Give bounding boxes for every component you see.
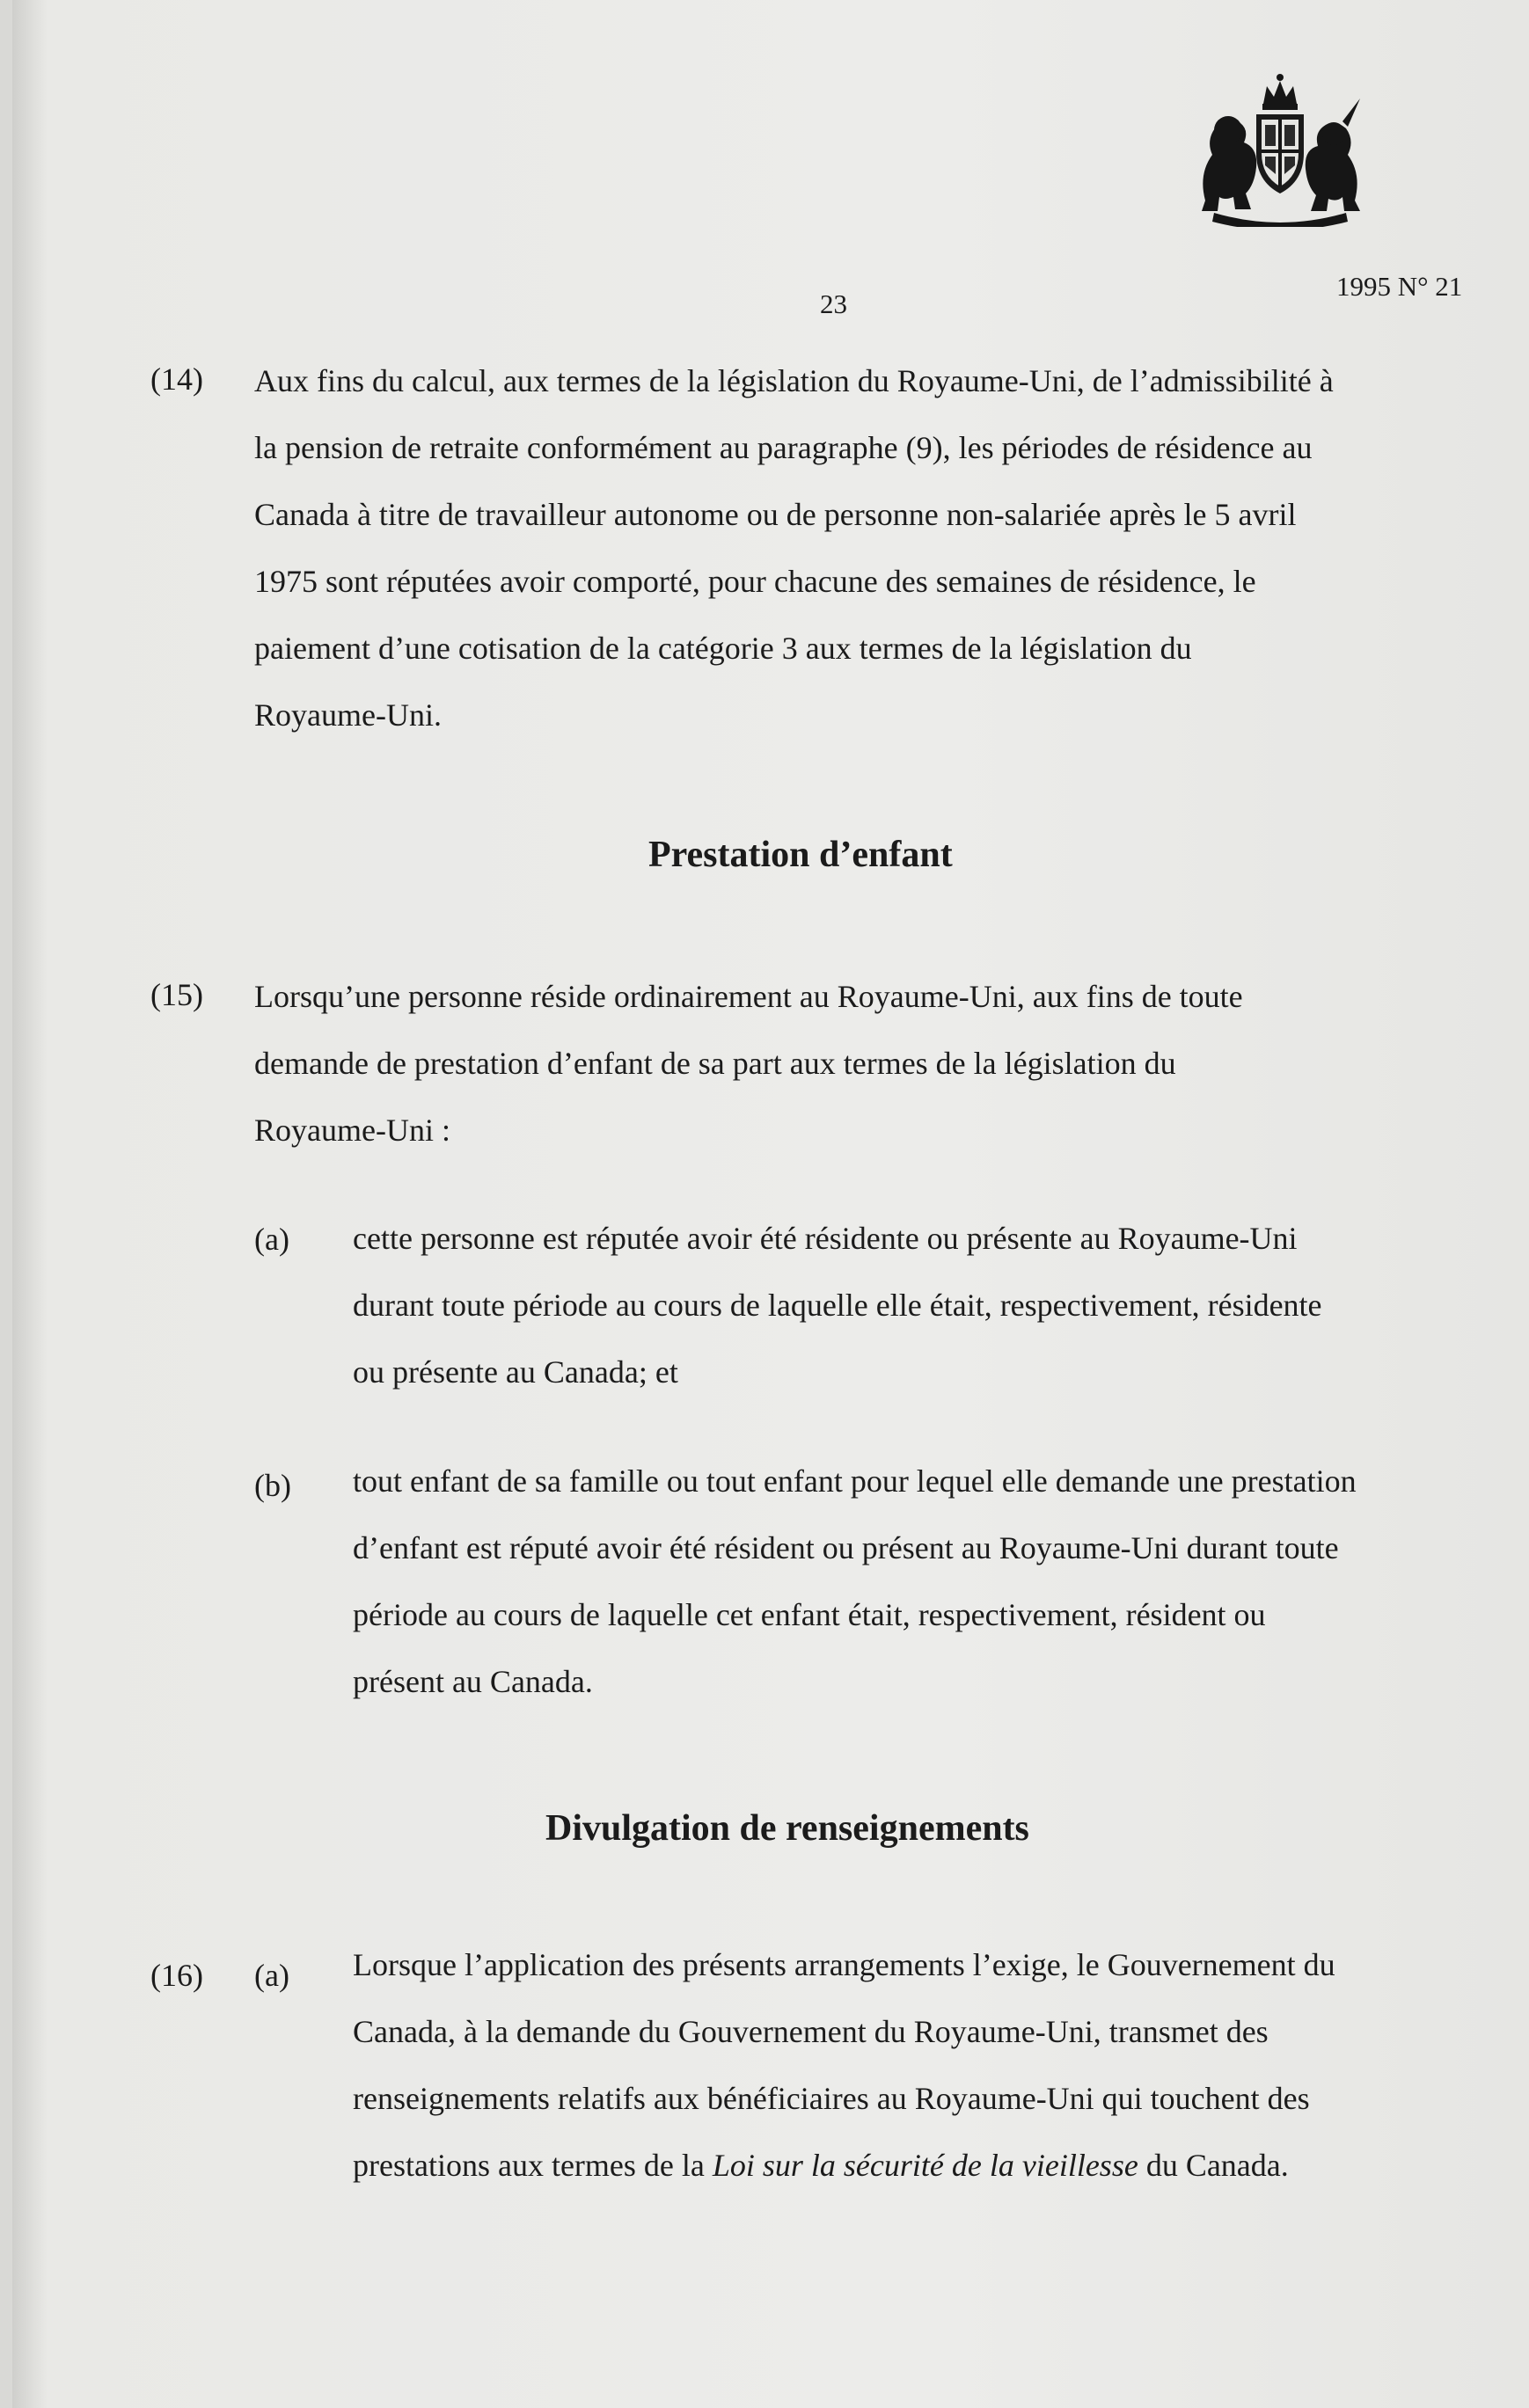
paragraph-line: durant toute période au cours de laquelle elle était, respectivement, résidente — [353, 1288, 1322, 1323]
paragraph-14-number: (14) — [150, 361, 203, 397]
text-run: prestations aux termes de la — [353, 2148, 713, 2183]
paragraph-line: Canada à titre de travailleur autonome ou de personne non-salariée après le 5 avril — [254, 497, 1297, 532]
paragraph-line: Lorsqu’une personne réside ordinairement au Royaume-Uni, aux fins de toute — [254, 979, 1243, 1014]
act-title-italic: Loi sur la sécurité de la vieillesse — [712, 2148, 1138, 2183]
paragraph-line: Aux fins du calcul, aux termes de la législation du Royaume-Uni, de l’admissibilité à — [254, 363, 1334, 398]
paragraph-line: 1975 sont réputées avoir comporté, pour chacune des semaines de résidence, le — [254, 564, 1256, 599]
paragraph-line: ou présente au Canada; et — [353, 1354, 678, 1390]
paragraph-line: d’enfant est réputé avoir été résident ou présent au Royaume-Uni durant toute — [353, 1530, 1339, 1565]
section-heading-disclosure: Divulgation de renseignements — [545, 1808, 1029, 1849]
paragraph-line: Royaume-Uni : — [254, 1113, 450, 1148]
document-page — [12, 0, 1529, 2408]
subparagraph-15a-number: (a) — [254, 1222, 289, 1257]
paragraph-line: la pension de retraite conformément au paragraphe (9), les périodes de résidence au — [254, 430, 1313, 465]
paragraph-line: paiement d’une cotisation de la catégorie 3 aux termes de la législation du — [254, 631, 1192, 666]
paragraph-line: Royaume-Uni. — [254, 697, 442, 733]
paragraph-line — [353, 2132, 1335, 2199]
paragraph-15-text — [254, 963, 1243, 1164]
subparagraph-16a-text — [353, 1931, 1335, 2199]
document-reference: 1995 N° 21 — [1336, 271, 1463, 302]
subparagraph-15b-number: (b) — [254, 1468, 291, 1503]
section-heading-child-benefit: Prestation d’enfant — [648, 835, 953, 875]
paragraph-line: Lorsque l’application des présents arrangements l’exige, le Gouvernement du — [353, 1947, 1335, 1982]
paragraph-16-number: (16) — [150, 1958, 203, 1993]
paragraph-line: Canada, à la demande du Gouvernement du Royaume-Uni, transmet des — [353, 2014, 1269, 2049]
paragraph-14-text — [254, 347, 1334, 748]
paragraph-15-number: (15) — [150, 977, 203, 1012]
paragraph-line: tout enfant de sa famille ou tout enfant pour lequel elle demande une prestation — [353, 1463, 1357, 1499]
paragraph-line: renseignements relatifs aux bénéficiaires au Royaume-Uni qui touchent des — [353, 2081, 1310, 2116]
page-number: 23 — [820, 288, 847, 319]
subparagraph-15a-text — [353, 1205, 1322, 1405]
royal-coat-of-arms-emblem — [1179, 69, 1381, 227]
paragraph-line: présent au Canada. — [353, 1664, 593, 1699]
paragraph-line: période au cours de laquelle cet enfant était, respectivement, résident ou — [353, 1597, 1266, 1632]
paragraph-line: demande de prestation d’enfant de sa part aux termes de la législation du — [254, 1046, 1176, 1081]
subparagraph-16a-number: (a) — [254, 1958, 289, 1993]
paragraph-line: cette personne est réputée avoir été résidente ou présente au Royaume-Uni — [353, 1221, 1298, 1256]
text-run: du Canada. — [1138, 2148, 1289, 2183]
subparagraph-15b-text — [353, 1448, 1357, 1715]
